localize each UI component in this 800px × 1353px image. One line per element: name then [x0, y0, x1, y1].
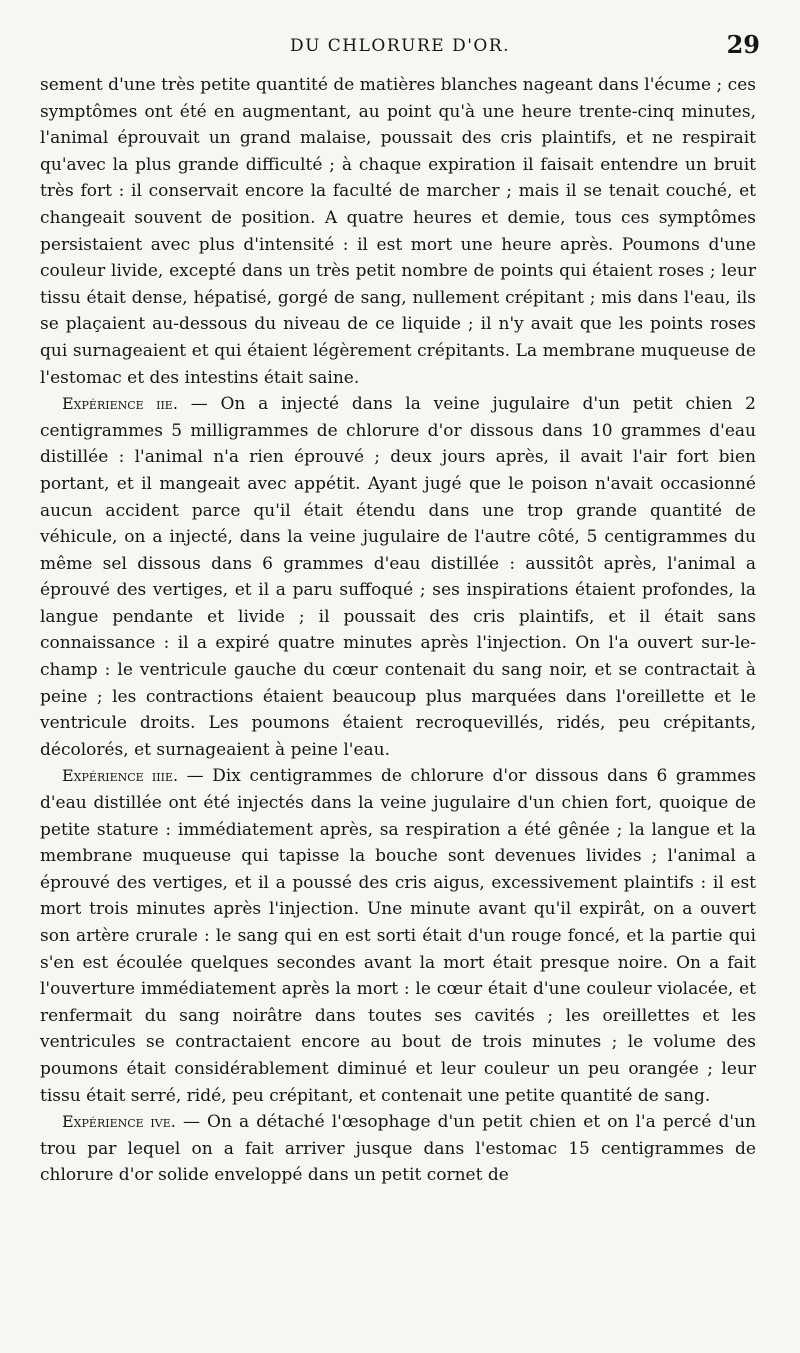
paragraph-text: — On a détaché l'œsophage d'un petit chien et on l'a percé d'un trou par lequel on a fait arriver jusque dans l'estomac 15 centigrammes de chlorure d'or solide enveloppé dans un petit cornet de: [40, 1112, 756, 1186]
experience-label: Expérience iie.: [62, 394, 178, 414]
paragraph-experience-3: [40, 763, 756, 1109]
page-number: 29: [726, 30, 760, 59]
paragraph-text: — Dix centigrammes de chlorure d'or dissous dans 6 grammes d'eau distillée ont été injectés dans la veine jugulaire d'un chien fort, quoique de petite stature : immédiatement après, sa respiration a été gênée ; la langue et la membrane muqueuse qui tapisse la bouche sont devenues livides ; l'animal a éprouvé des vertiges, et il a poussé des cris aigus, excessivement plaintifs : il est mort trois minutes après l'injection. Une minute avant qu'il expirât, on a ouvert son artère crurale : le sang qui en est sorti était d'un rouge foncé, et la partie qui s'en est écoulée quelques secondes avant la mort était presque noire. On a fait l'ouverture immédiatement après la mort : le cœur était d'une couleur violacée, et renfermait du sang noirâtre dans toutes ses cavités ; les oreillettes et les ventricules se contractaient encore au bout de trois minutes ; le volume des poumons était considérablement diminué et leur couleur un peu orangée ; leur tissu était serré, ridé, peu crépitant, et contenait une petite quantité de sang.: [40, 766, 756, 1106]
paragraph-text: — On a injecté dans la veine jugulaire d'un petit chien 2 centigrammes 5 milligrammes de chlorure d'or dissous dans 10 grammes d'eau distillée : l'animal n'a rien éprouvé ; deux jours après, il avait l'air fort bien portant, et il mangeait avec appétit. Ayant jugé que le poison n'avait occasionné aucun accident parce qu'il était étendu dans une trop grande quantité de véhicule, on a injecté, dans la veine jugulaire de l'autre côté, 5 centigrammes du même sel dissous dans 6 grammes d'eau distillée : aussitôt après, l'animal a éprouvé des vertiges, et il a paru suffoqué ; ses inspirations étaient profondes, la langue pendante et livide ; il poussait des cris plaintifs, et il était sans connaissance : il a expiré quatre minutes après l'injection. On l'a ouvert sur-le-champ : le ventricule gauche du cœur contenait du sang noir, et se contractait à peine ; les contractions étaient beaucoup plus marquées dans l'oreillette et le ventricule droits. Les poumons étaient recroquevillés, ridés, peu crépitants, décolorés, et surnageaient à peine l'eau.: [40, 394, 757, 760]
paragraph-experience-2: [40, 391, 756, 763]
experience-label: Expérience iiie.: [62, 766, 179, 786]
experience-label: Expérience ive.: [62, 1112, 176, 1132]
body-text: [40, 72, 756, 1189]
running-title: DU CHLORURE D'OR.: [289, 36, 511, 56]
paragraph-continuation: [40, 72, 756, 391]
page-header: [40, 30, 760, 64]
paragraph-text: sement d'une très petite quantité de matières blanches nageant dans l'écume ; ces symptômes ont été en augmentant, au point qu'à une heure trente-cinq minutes, l'animal éprouvait un grand malaise, poussait des cris plaintifs, et ne respirait qu'avec la plus grande difficulté ; à chaque expiration il faisait entendre un bruit très fort : il conservait encore la faculté de marcher ; mais il se tenait couché, et changeait souvent de position. A quatre heures et demie, tous ces symptômes persistaient avec plus d'intensité : il est mort une heure après. Poumons d'une couleur livide, excepté dans un très petit nombre de points qui étaient roses ; leur tissu était dense, hépatisé, gorgé de sang, nullement crépitant ; mis dans l'eau, ils se plaçaient au-dessous du niveau de ce liquide ; il n'y avait que les points roses qui surnageaient et qui étaient légèrement crépitants. La membrane muqueuse de l'estomac et des intestins était saine.: [40, 75, 756, 388]
paragraph-experience-4: [40, 1109, 756, 1189]
